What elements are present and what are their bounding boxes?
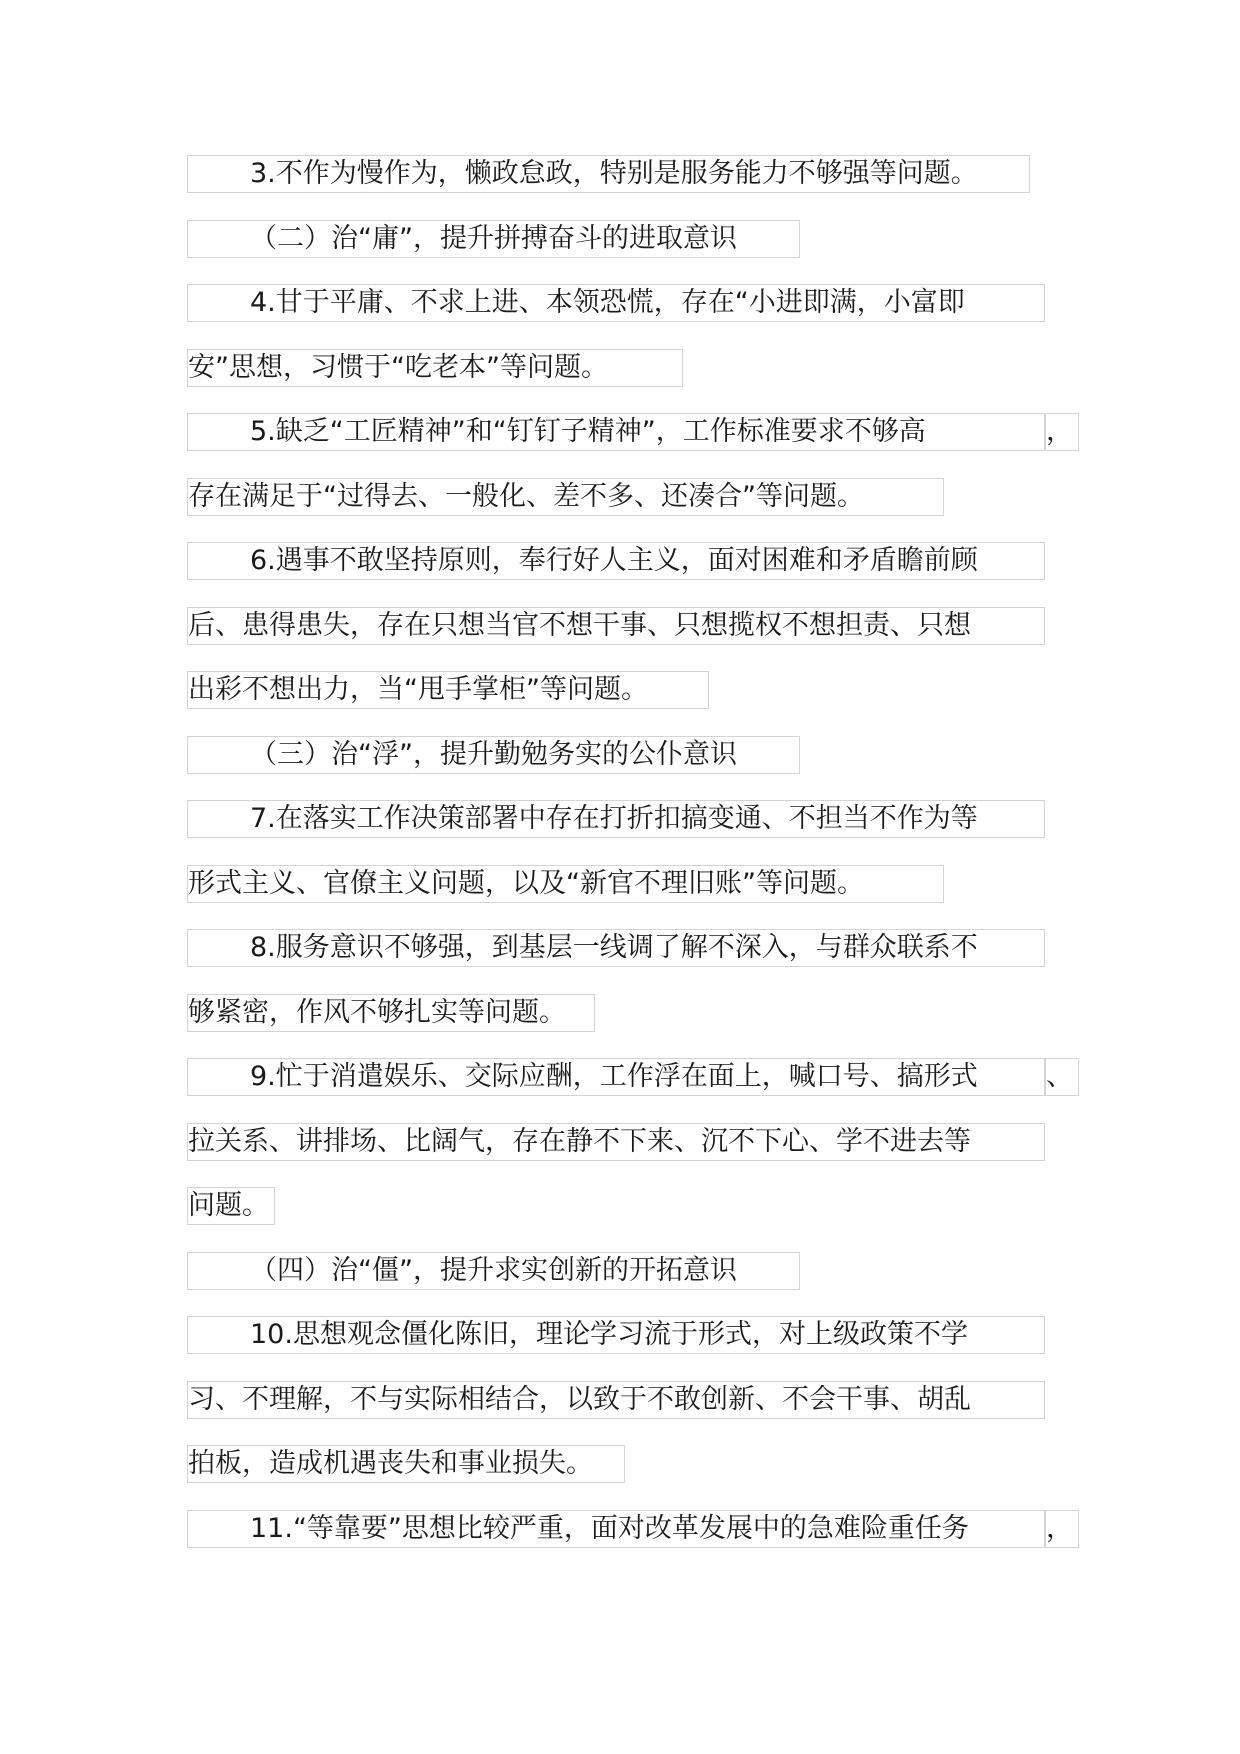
text-line: 4.甘于平庸、不求上进、本领恐慌，存在“小进即满，小富即 xyxy=(187,284,1045,322)
text-line: 后、患得患失，存在只想当官不想干事、只想揽权不想担责、只想 xyxy=(187,607,1045,645)
text-line: 8.服务意识不够强，到基层一线调了解不深入，与群众联系不 xyxy=(187,929,1045,967)
text-line: 够紧密，作风不够扎实等问题。 xyxy=(187,994,595,1032)
text-line: 3.不作为慢作为，懒政怠政，特别是服务能力不够强等问题。 xyxy=(187,155,1030,193)
text-line: 10.思想观念僵化陈旧，理论学习流于形式，对上级政策不学 xyxy=(187,1316,1045,1354)
text-line-tail: ， xyxy=(1045,1510,1079,1548)
text-line: 5.缺乏“工匠精神”和“钉钉子精神”，工作标准要求不够高 xyxy=(187,413,1045,451)
text-line: 6.遇事不敢坚持原则，奉行好人主义，面对困难和矛盾瞻前顾 xyxy=(187,542,1045,580)
text-line: 存在满足于“过得去、一般化、差不多、还凑合”等问题。 xyxy=(187,478,944,516)
text-line-tail: 、 xyxy=(1045,1058,1079,1096)
text-line: 拍板，造成机遇丧失和事业损失。 xyxy=(187,1445,625,1483)
text-line: 拉关系、讲排场、比阔气，存在静不下来、沉不下心、学不进去等 xyxy=(187,1123,1045,1161)
text-line: 问题。 xyxy=(187,1187,275,1225)
text-line: （二）治“庸”，提升拼搏奋斗的进取意识 xyxy=(187,220,800,258)
text-line-tail: ， xyxy=(1045,413,1079,451)
text-line: 形式主义、官僚主义问题，以及“新官不理旧账”等问题。 xyxy=(187,865,944,903)
text-line: 安”思想，习惯于“吃老本”等问题。 xyxy=(187,349,683,387)
text-line: 11.“等靠要”思想比较严重，面对改革发展中的急难险重任务 xyxy=(187,1510,1045,1548)
text-line: 9.忙于消遣娱乐、交际应酬，工作浮在面上，喊口号、搞形式 xyxy=(187,1058,1045,1096)
text-line: （四）治“僵”，提升求实创新的开拓意识 xyxy=(187,1252,800,1290)
text-line: 习、不理解，不与实际相结合，以致于不敢创新、不会干事、胡乱 xyxy=(187,1381,1045,1419)
text-line: （三）治“浮”，提升勤勉务实的公仆意识 xyxy=(187,736,800,774)
text-line: 出彩不想出力，当“甩手掌柜”等问题。 xyxy=(187,671,709,709)
text-line: 7.在落实工作决策部署中存在打折扣搞变通、不担当不作为等 xyxy=(187,800,1045,838)
